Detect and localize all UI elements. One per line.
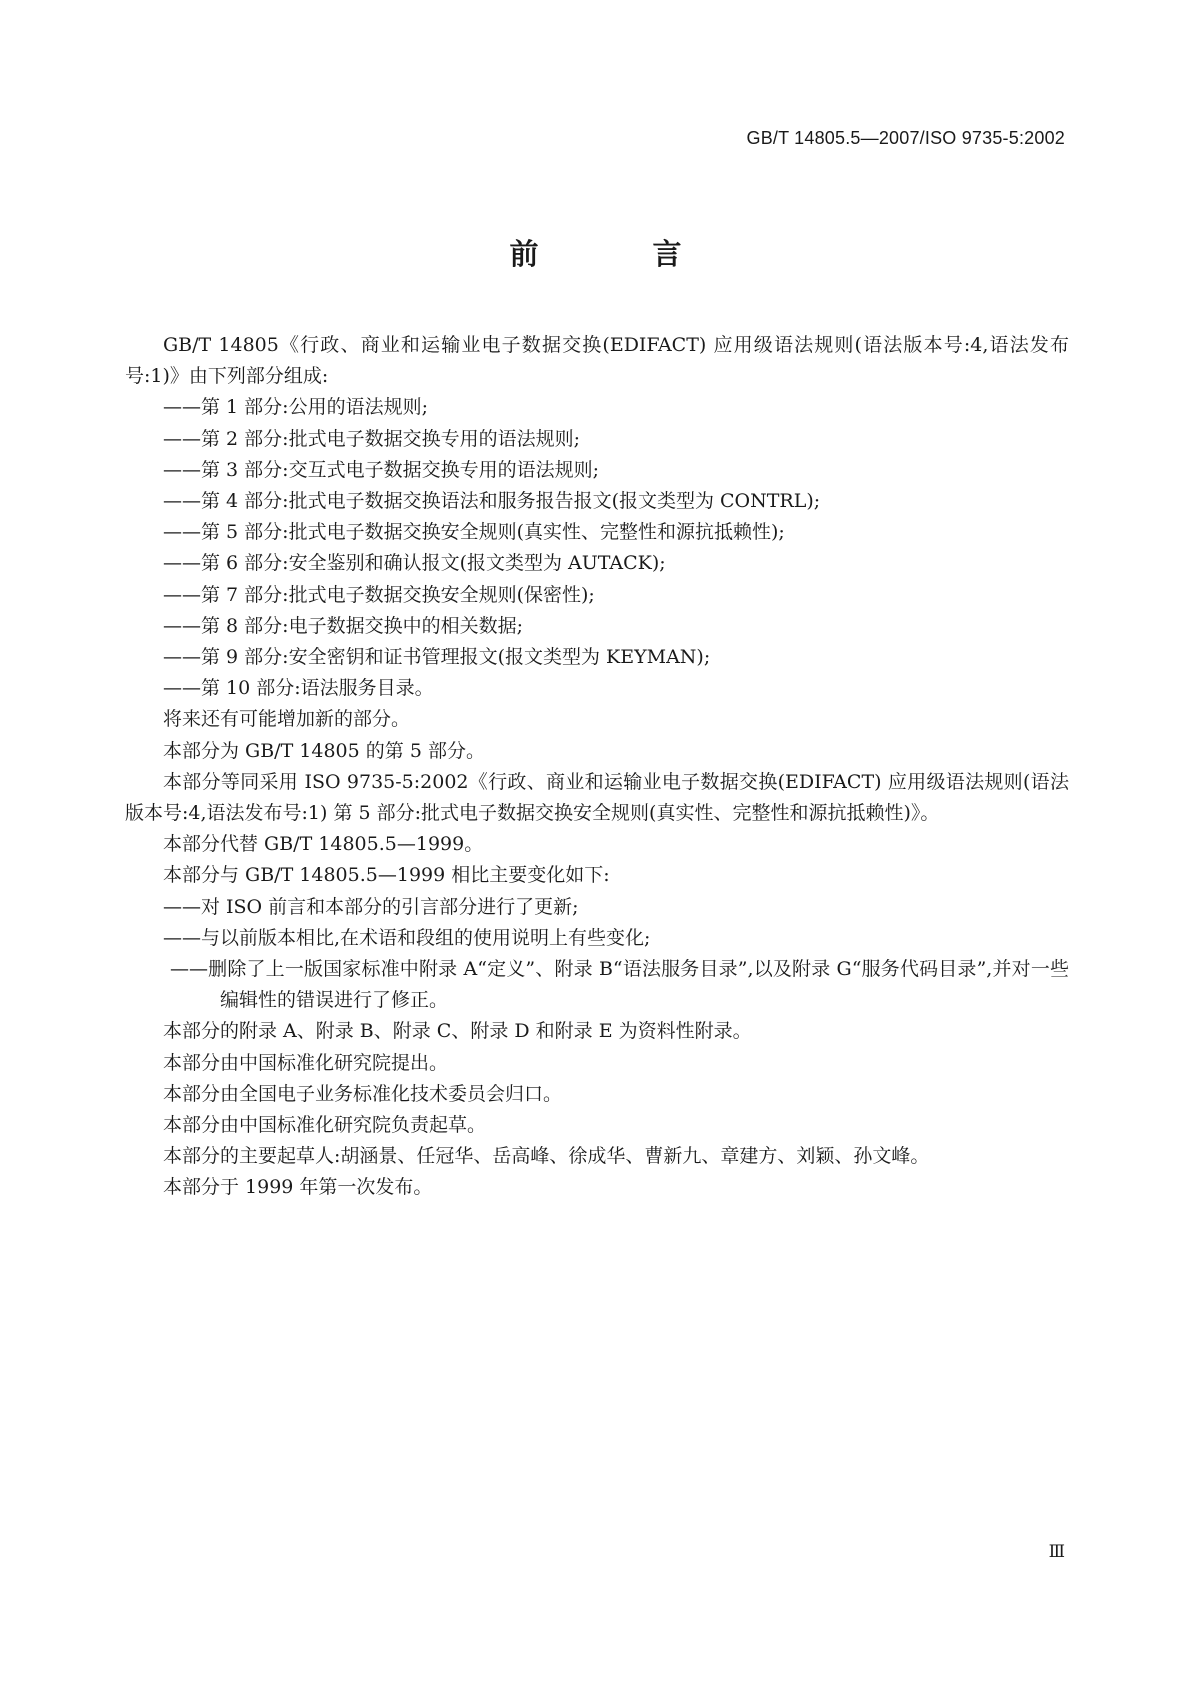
list-item: ——第 6 部分:安全鉴别和确认报文(报文类型为 AUTACK);: [163, 552, 666, 575]
list-item: ——与以前版本相比,在术语和段组的使用说明上有些变化;: [163, 926, 651, 949]
drafted-by-paragraph: 本部分由中国标准化研究院负责起草。: [163, 1114, 487, 1137]
this-part-paragraph: 本部分为 GB/T 14805 的第 5 部分。: [163, 739, 485, 762]
list-item: ——第 10 部分:语法服务目录。: [163, 677, 434, 700]
adoption-paragraph: 本部分等同采用 ISO 9735-5:2002《行政、商业和运输业电子数据交换(EDIFACT) 应用级语法规则(语法版本号:4,语法发布号:1) 第 5 部分:批式电子数据交换安全规则(真实性、完整性和源抗抵赖性)》。: [125, 770, 1069, 825]
list-item: ——对 ISO 前言和本部分的引言部分进行了更新;: [163, 895, 579, 918]
drafters-paragraph: 本部分的主要起草人:胡涵景、任冠华、岳高峰、徐成华、曹新九、章建方、刘颖、孙文峰。: [163, 1145, 930, 1168]
list-item: ——第 7 部分:批式电子数据交换安全规则(保密性);: [163, 583, 595, 606]
standard-code-header: GB/T 14805.5—2007/ISO 9735-5:2002: [746, 128, 1065, 148]
list-item: ——第 8 部分:电子数据交换中的相关数据;: [163, 614, 523, 637]
future-parts-paragraph: 将来还有可能增加新的部分。: [163, 708, 411, 731]
changes-list: [125, 892, 1069, 1017]
centralized-by-paragraph: 本部分由全国电子业务标准化技术委员会归口。: [163, 1082, 563, 1105]
list-item: ——第 5 部分:批式电子数据交换安全规则(真实性、完整性和源抗抵赖性);: [163, 521, 785, 544]
proposed-by-paragraph: 本部分由中国标准化研究院提出。: [163, 1051, 449, 1074]
changes-intro-paragraph: 本部分与 GB/T 14805.5—1999 相比主要变化如下:: [163, 864, 610, 887]
list-item: ——删除了上一版国家标准中附录 A“定义”、附录 B“语法服务目录”,以及附录 G“服务代码目录”,并对一些编辑性的错误进行了修正。: [170, 958, 1069, 1012]
annexes-paragraph: 本部分的附录 A、附录 B、附录 C、附录 D 和附录 E 为资料性附录。: [163, 1020, 752, 1043]
page-number: Ⅲ: [1048, 1542, 1065, 1562]
first-published-paragraph: 本部分于 1999 年第一次发布。: [163, 1176, 433, 1199]
parts-list: [125, 392, 1069, 704]
list-item: ——第 4 部分:批式电子数据交换语法和服务报告报文(报文类型为 CONTRL);: [163, 490, 821, 513]
list-item: ——第 1 部分:公用的语法规则;: [163, 396, 428, 419]
foreword-body: [125, 330, 1069, 1204]
list-item: ——第 2 部分:批式电子数据交换专用的语法规则;: [163, 427, 580, 450]
list-item: ——第 9 部分:安全密钥和证书管理报文(报文类型为 KEYMAN);: [163, 646, 711, 669]
intro-paragraph: GB/T 14805《行政、商业和运输业电子数据交换(EDIFACT) 应用级语法规则(语法版本号:4,语法发布号:1)》由下列部分组成:: [125, 334, 1069, 388]
list-item: ——第 3 部分:交互式电子数据交换专用的语法规则;: [163, 458, 599, 481]
page-title: 前 言: [509, 237, 734, 271]
replaces-paragraph: 本部分代替 GB/T 14805.5—1999。: [163, 833, 484, 856]
